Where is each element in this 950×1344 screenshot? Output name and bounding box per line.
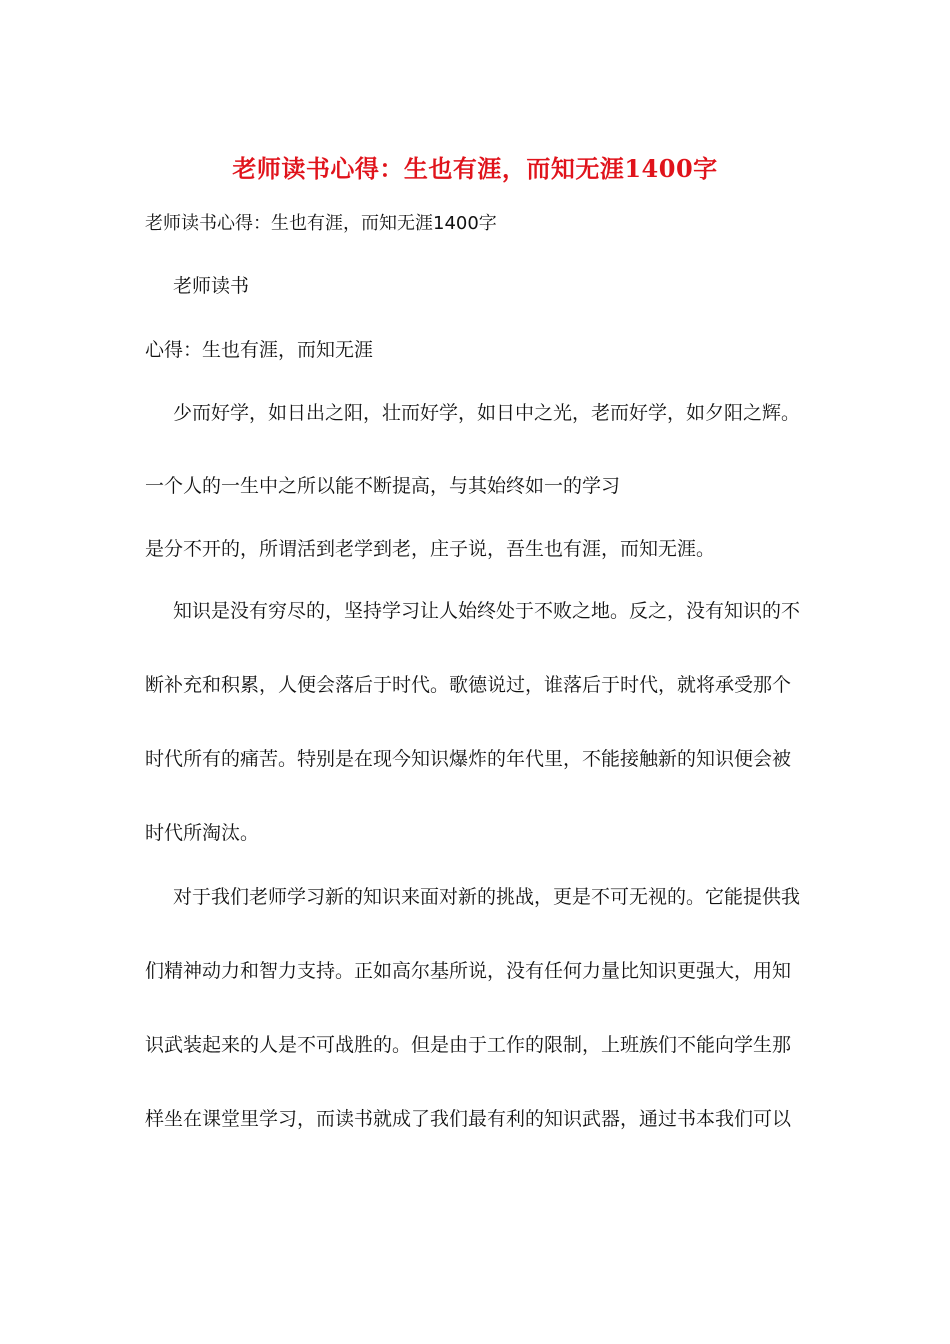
body-line-11: 们精神动力和智力支持。正如高尔基所说，没有任何力量比知识更强大，用知 [145, 960, 792, 982]
body-line-12: 识武装起来的人是不可战胜的。但是由于工作的限制，上班族们不能向学生那 [145, 1034, 792, 1056]
body-line-5: 是分不开的，所谓活到老学到老，庄子说，吾生也有涯，而知无涯。 [145, 538, 716, 560]
body-line-7: 断补充和积累，人便会落后于时代。歌德说过，谁落后于时代，就将承受那个 [145, 674, 792, 696]
body-line-9: 时代所淘汰。 [145, 822, 260, 844]
body-line-13: 样坐在课堂里学习，而读书就成了我们最有利的知识武器，通过书本我们可以 [145, 1108, 792, 1130]
page-title: 老师读书心得：生也有涯，而知无涯1400字 [232, 154, 718, 183]
subtitle-line: 老师读书心得：生也有涯，而知无涯1400字 [145, 213, 497, 234]
body-line-1: 老师读书 [173, 275, 250, 297]
body-line-8: 时代所有的痛苦。特别是在现今知识爆炸的年代里，不能接触新的知识便会被 [145, 748, 792, 770]
body-line-2: 心得：生也有涯，而知无涯 [145, 339, 374, 361]
body-line-10: 对于我们老师学习新的知识来面对新的挑战，更是不可无视的。它能提供我 [173, 886, 801, 908]
body-line-4: 一个人的一生中之所以能不断提高，与其始终如一的学习 [145, 475, 621, 497]
body-line-3: 少而好学，如日出之阳，壮而好学，如日中之光，老而好学，如夕阳之辉。 [173, 402, 801, 424]
body-line-6: 知识是没有穷尽的，坚持学习让人始终处于不败之地。反之，没有知识的不 [173, 600, 801, 622]
